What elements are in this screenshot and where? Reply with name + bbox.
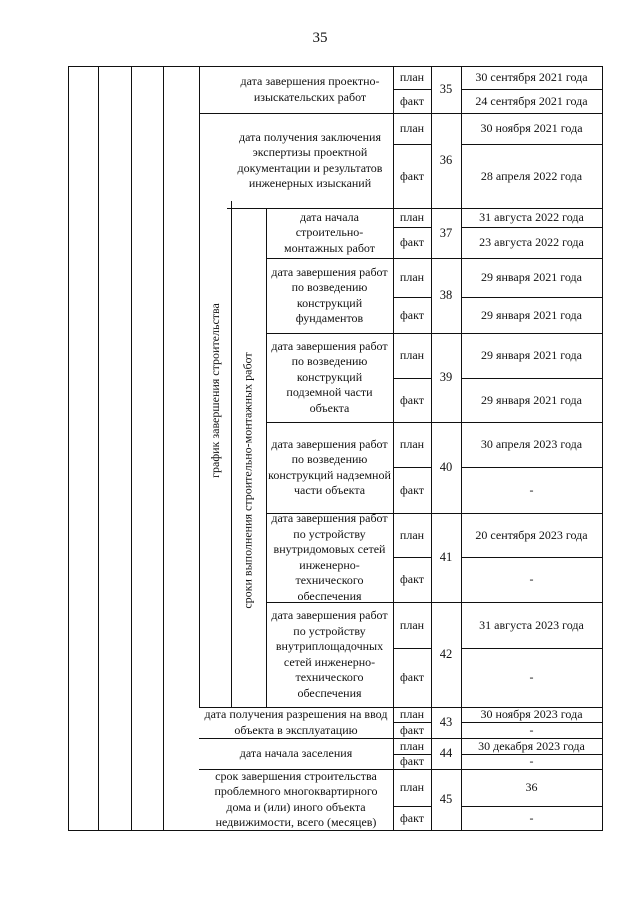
row-label: дата завершения проектно-изыскательских работ <box>240 74 380 104</box>
fact-label: факт <box>399 482 425 497</box>
row-number: 43 <box>439 715 453 729</box>
plan-label: план <box>399 210 425 224</box>
table-rule <box>98 66 99 831</box>
plan-value: 29 января 2021 года <box>480 270 582 284</box>
plan-label: план <box>399 780 425 794</box>
row-number: 45 <box>439 792 453 806</box>
table-rule <box>68 66 69 831</box>
row-label: дата получения заключения экспертизы проектной документации и результатов инженерных изысканий <box>237 129 383 190</box>
row-label: дата завершения работ по возведению конструкций надземной части объекта <box>268 436 391 497</box>
plan-value: 29 января 2021 года <box>480 348 582 362</box>
fact-label: факт <box>399 235 425 249</box>
vertical-label-schedule-text: график завершения строительства <box>207 302 222 478</box>
row-number: 41 <box>439 550 453 564</box>
plan-label: план <box>399 437 425 451</box>
row-label: дата завершения работ по устройству внутриплощадочных сетей инженерно-технического обеспечения <box>271 608 388 700</box>
fact-value: - <box>529 754 534 768</box>
plan-value: 30 сентября 2021 года <box>475 70 588 84</box>
plan-label: план <box>399 270 425 284</box>
plan-value: 31 августа 2023 года <box>479 617 584 632</box>
fact-value: - <box>529 722 534 737</box>
fact-value: 24 сентября 2021 года <box>475 93 588 108</box>
plan-value: 30 ноября 2023 года <box>480 707 583 721</box>
plan-value: 20 сентября 2023 года <box>475 527 588 542</box>
fact-label: факт <box>399 392 425 407</box>
vertical-label-construction <box>231 280 266 680</box>
row-label: срок завершения строительства проблемного многоквартирного дома и (или) иного объекта недвижимости, всего (месяцев) <box>214 768 378 829</box>
table-rule <box>266 208 267 708</box>
page-number: 35 <box>312 30 328 46</box>
row-label: дата начала строительно-монтажных работ <box>283 209 376 255</box>
plan-label: план <box>399 738 425 753</box>
fact-value: 23 августа 2022 года <box>479 235 584 249</box>
fact-label: факт <box>399 572 425 586</box>
row-number: 40 <box>439 460 453 474</box>
plan-value: 36 <box>525 780 538 794</box>
row-number: 44 <box>439 746 453 760</box>
fact-value: - <box>529 482 534 497</box>
plan-label: план <box>399 527 425 542</box>
plan-label: план <box>399 70 425 84</box>
fact-value: 29 января 2021 года <box>480 392 582 407</box>
fact-value: - <box>529 810 534 825</box>
plan-label: план <box>399 707 425 721</box>
fact-label: факт <box>399 810 425 825</box>
row-label: дата завершения работ по устройству внутридомовых сетей инженерно-технического обеспечения <box>271 511 388 603</box>
vertical-label-construction-text: сроки выполнения строительно-монтажных работ <box>241 351 256 609</box>
row-number: 37 <box>439 225 453 240</box>
fact-label: факт <box>399 722 425 737</box>
row-number: 42 <box>439 647 453 661</box>
fact-label: факт <box>399 754 425 768</box>
plan-value: 30 апреля 2023 года <box>480 437 583 451</box>
table-rule <box>393 66 394 831</box>
table-rule <box>461 66 462 831</box>
vertical-label-schedule <box>199 200 231 580</box>
row-number: 36 <box>439 153 453 167</box>
fact-value: 29 января 2021 года <box>480 307 582 322</box>
table-rule <box>131 66 132 831</box>
row-number: 38 <box>439 288 453 302</box>
row-label: дата завершения работ по возведению конструкций фундаментов <box>271 264 388 325</box>
fact-value: - <box>529 572 534 586</box>
plan-value: 30 декабря 2023 года <box>478 738 585 753</box>
row-label: дата начала заселения <box>239 745 353 760</box>
row-number: 35 <box>439 82 453 96</box>
fact-label: факт <box>399 307 425 322</box>
row-label: дата завершения работ по возведению конструкций подземной части объекта <box>271 338 388 415</box>
plan-value: 30 ноября 2021 года <box>480 121 583 135</box>
fact-label: факт <box>399 93 425 108</box>
fact-value: 28 апреля 2022 года <box>480 168 583 183</box>
plan-label: план <box>399 617 425 632</box>
row-label: дата получения разрешения на ввод объекта в эксплуатацию <box>204 707 388 737</box>
table-rule <box>431 66 432 831</box>
plan-label: план <box>399 348 425 362</box>
table-rule <box>163 66 164 831</box>
fact-value: - <box>529 670 534 684</box>
fact-label: факт <box>399 670 425 684</box>
fact-label: факт <box>399 168 425 183</box>
plan-label: план <box>399 121 425 135</box>
row-number: 39 <box>439 370 453 384</box>
plan-value: 31 августа 2022 года <box>479 210 584 224</box>
table-rule <box>602 66 603 831</box>
